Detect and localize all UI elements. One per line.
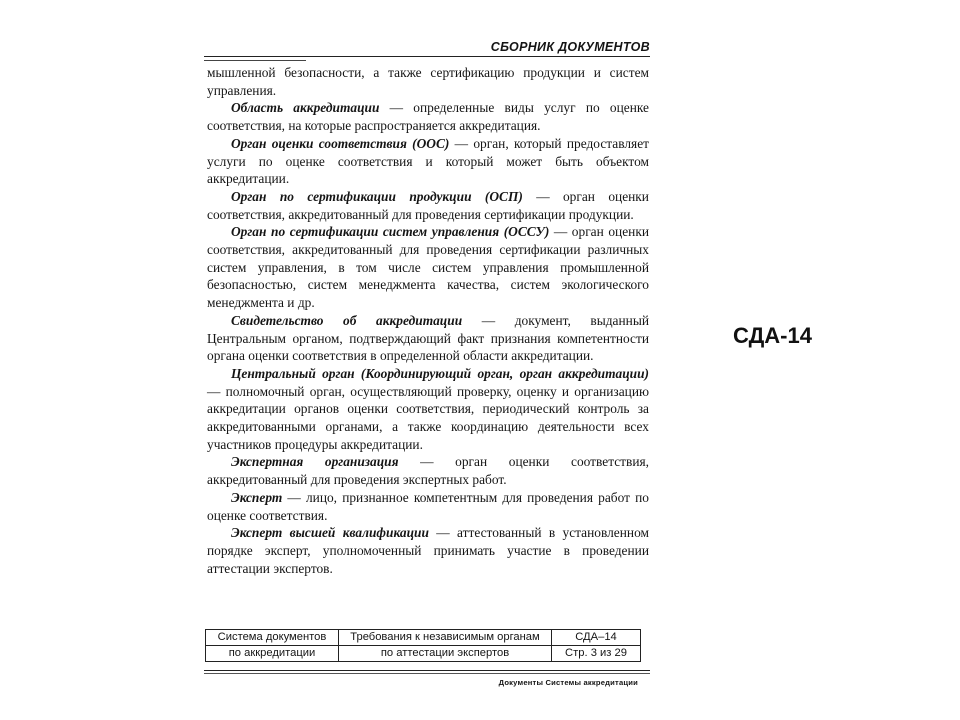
definition-paragraph xyxy=(207,365,649,454)
document-code-label: СДА-14 xyxy=(733,323,812,348)
definition-text: — лицо, признанное компетентным для проведения работ по оценке соответствия. xyxy=(207,489,649,523)
document-page-scan xyxy=(204,40,650,690)
definition-term: Свидетельство об аккредитации xyxy=(231,312,463,328)
definition-text: — полномочный орган, осуществляющий проверку, оценку и организацию аккредитации органов оценки соответствия, периодический контроль за аккредитованными органами, а также координацию деятельности всех участников процедуры аккредитации. xyxy=(207,383,649,452)
definition-term: Эксперт xyxy=(231,489,283,505)
footer-doc-code: СДА–14 xyxy=(552,630,641,646)
header-rule-accent xyxy=(204,60,306,61)
definition-term: Орган оценки соответствия (ООС) xyxy=(231,135,450,151)
footer-requirements-title: Требования к независимым органам xyxy=(339,630,552,646)
definition-paragraph xyxy=(207,524,649,577)
bottom-rule xyxy=(204,670,650,671)
footer-row xyxy=(206,630,641,646)
footer-system-subtitle: по аккредитации xyxy=(206,646,339,662)
definition-text: — орган оценки соответствия, аккредитованный для проведения сертификации различных систем управления, в том числе систем управления промышленной безопасностью, систем менеджмента качества, систем экологического менеджмента и др. xyxy=(207,224,649,311)
definition-text: — орган оценки соответствия, аккредитованный для проведения сертификации продукции. xyxy=(207,188,649,222)
footer-requirements-subtitle: по аттестации экспертов xyxy=(339,646,552,662)
definition-text: — аттестованный в установленном порядке эксперт, уполномоченный принимать участие в проведении аттестации экспертов. xyxy=(207,525,649,576)
definition-paragraph xyxy=(207,135,649,188)
definition-term: Эксперт высшей квалификации xyxy=(231,525,429,541)
definition-text: — орган оценки соответствия, аккредитованный для проведения экспертных работ. xyxy=(207,454,650,488)
definition-paragraph xyxy=(207,489,649,524)
bottom-rule-secondary xyxy=(204,673,650,674)
running-header: СБОРНИК ДОКУМЕНТОВ xyxy=(490,40,650,54)
footer-page-number: Стр. 3 из 29 xyxy=(552,646,641,662)
definition-paragraph xyxy=(207,64,649,99)
definition-text: — орган, который предоставляет услуги по оценке соответствия и который может быть объектом аккредитации. xyxy=(207,135,650,187)
definition-paragraph xyxy=(207,223,649,312)
definition-term: Экспертная организация xyxy=(231,454,399,470)
definition-term: Орган по сертификации продукции (ОСП) xyxy=(231,188,523,204)
definition-paragraph xyxy=(207,99,649,134)
definition-text: — определенные виды услуг по оценке соответствия, на которые распространяется аккредитация. xyxy=(207,100,650,134)
document-footer-table xyxy=(205,629,641,662)
definition-text: — документ, выданный Центральным органом, подтверждающий факт признания компетентности органа оценки соответствия в определенной области аккредитации. xyxy=(207,312,650,364)
definition-text: мышленной безопасности, а также сертификацию продукции и систем управления. xyxy=(207,65,649,98)
definition-term: Область аккредитации xyxy=(231,100,380,116)
document-body xyxy=(207,64,649,577)
definition-paragraph xyxy=(207,188,649,223)
definition-term: Центральный орган (Координирующий орган, орган аккредитации) xyxy=(231,365,649,381)
definition-paragraph xyxy=(207,453,649,488)
definition-term: Орган по сертификации систем управления (ОССУ) xyxy=(231,224,550,240)
footer-system-title: Система документов xyxy=(206,630,339,646)
header-rule xyxy=(204,56,650,57)
bottom-caption: Документы Системы аккредитации xyxy=(498,678,638,687)
footer-row xyxy=(206,646,641,662)
definition-paragraph xyxy=(207,312,649,365)
